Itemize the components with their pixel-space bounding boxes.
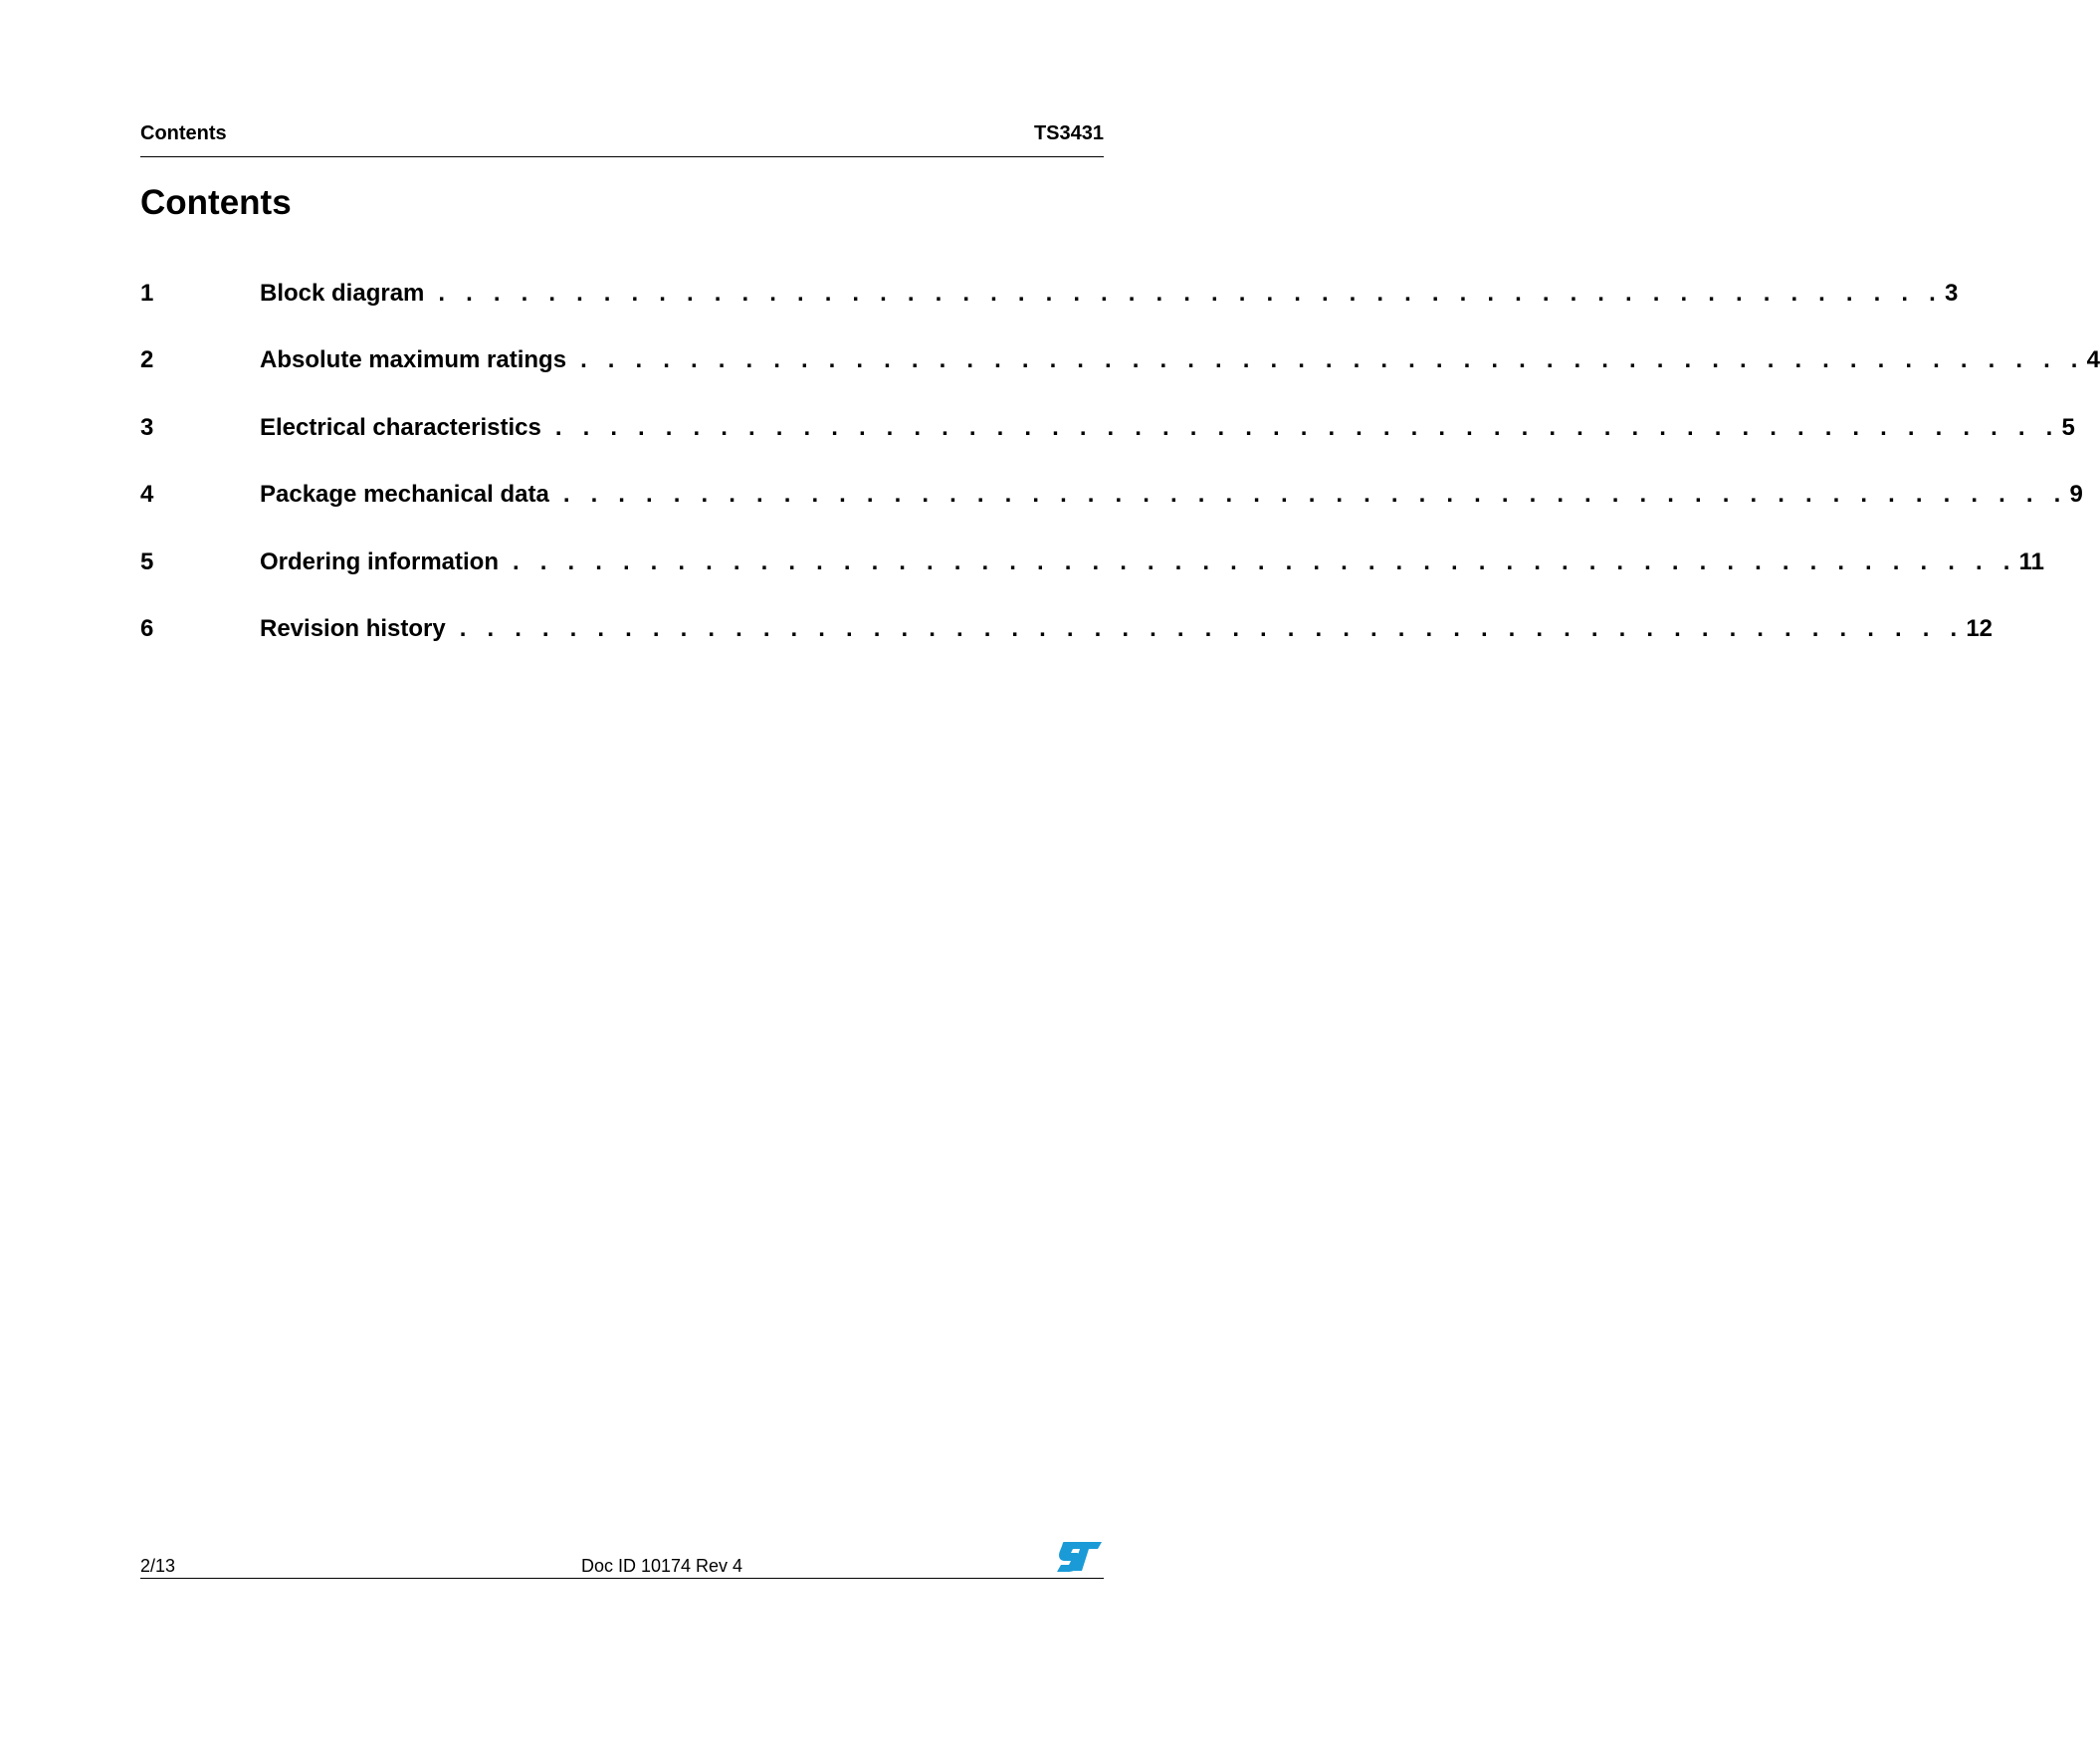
toc-entry-number: 4 bbox=[140, 481, 154, 509]
header-section-label: Contents bbox=[140, 122, 227, 144]
toc-entry[interactable] bbox=[140, 612, 1994, 679]
page-footer bbox=[140, 1538, 1104, 1579]
toc-entry[interactable] bbox=[140, 343, 2100, 410]
table-of-contents bbox=[140, 277, 2100, 679]
toc-entry-title[interactable]: Absolute maximum ratings bbox=[260, 346, 567, 374]
toc-entry-title[interactable]: Package mechanical data bbox=[260, 481, 549, 509]
toc-entry[interactable] bbox=[140, 546, 2044, 612]
toc-entry-title[interactable]: Revision history bbox=[260, 614, 446, 642]
toc-entry-page[interactable]: 5 bbox=[2061, 413, 2075, 441]
toc-entry-title[interactable]: Block diagram bbox=[260, 280, 425, 307]
toc-entry-title[interactable]: Electrical characteristics bbox=[260, 413, 541, 441]
toc-dot-leader: . . . . . . . . . . . . . . . . . . . . . . . . . . . . . . . . . . . . . . . . . . . . . . . . . . . . . . . bbox=[459, 614, 1965, 642]
toc-dot-leader: . . . . . . . . . . . . . . . . . . . . . . . . . . . . . . . . . . . . . . . . . . . . . . . . . . . . . . . bbox=[513, 547, 2017, 575]
toc-entry-page[interactable]: 12 bbox=[1966, 614, 1994, 642]
toc-entry[interactable] bbox=[140, 411, 2075, 478]
footer-doc-id: Doc ID 10174 Rev 4 bbox=[580, 1556, 743, 1576]
toc-entry-number: 5 bbox=[140, 547, 154, 575]
footer-page-number: 2/13 bbox=[140, 1556, 176, 1576]
page-title: Contents bbox=[140, 183, 292, 222]
toc-entry-number: 6 bbox=[140, 614, 154, 642]
toc-entry[interactable] bbox=[140, 277, 1959, 343]
toc-entry-number: 3 bbox=[140, 413, 154, 441]
toc-entry-number: 2 bbox=[140, 346, 154, 374]
toc-entry-page[interactable]: 11 bbox=[2018, 547, 2044, 575]
toc-entry-number: 1 bbox=[140, 280, 154, 307]
toc-entry[interactable] bbox=[140, 478, 2083, 545]
toc-entry-page[interactable]: 9 bbox=[2069, 481, 2083, 509]
toc-dot-leader: . . . . . . . . . . . . . . . . . . . . . . . . . . . . . . . . . . . . . . . . . . . . . . . . . . . . . . . bbox=[580, 346, 2085, 374]
page-header bbox=[140, 117, 1104, 157]
st-logo-icon bbox=[1056, 1540, 1104, 1574]
toc-dot-leader: . . . . . . . . . . . . . . . . . . . . . . . . . . . . . . . . . . . . . . . . . . . . . . . . . . . . . . . bbox=[554, 413, 2060, 441]
toc-entry-title[interactable]: Ordering information bbox=[260, 547, 499, 575]
toc-dot-leader: . . . . . . . . . . . . . . . . . . . . . . . . . . . . . . . . . . . . . . . . . . . . . . . . . . . . . . . bbox=[438, 280, 1943, 307]
toc-entry-page[interactable]: 4 bbox=[2086, 346, 2100, 374]
toc-dot-leader: . . . . . . . . . . . . . . . . . . . . . . . . . . . . . . . . . . . . . . . . . . . . . . . . . . . . . . . bbox=[562, 481, 2068, 509]
toc-entry-page[interactable]: 3 bbox=[1945, 280, 1959, 307]
header-product-label: TS3431 bbox=[1033, 122, 1104, 144]
